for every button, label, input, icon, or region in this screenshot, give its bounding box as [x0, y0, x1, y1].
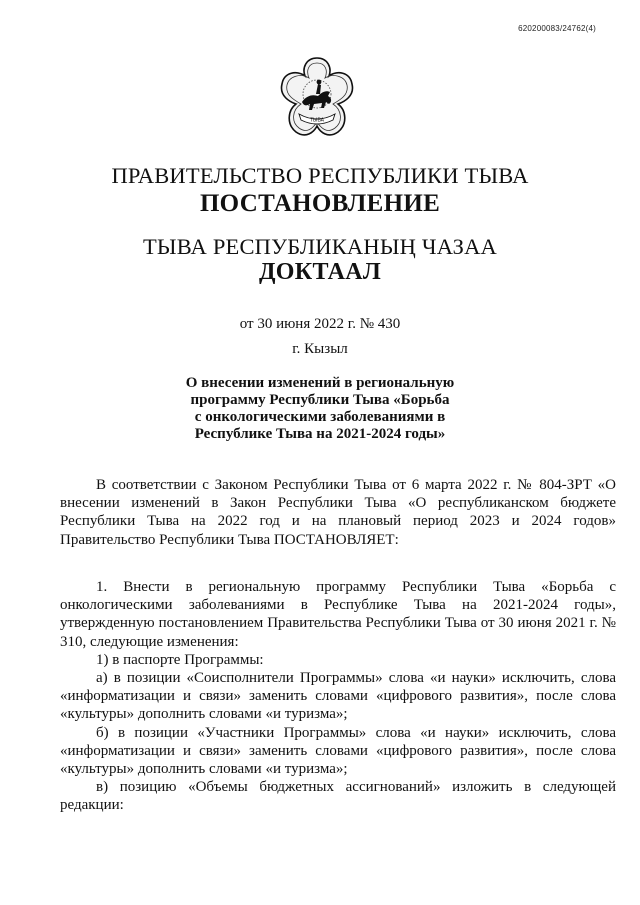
title-line: с онкологическими заболеваниями в [194, 409, 446, 425]
resolution-items [60, 578, 616, 815]
preamble [60, 476, 616, 549]
government-heading-tyvan: ТЫВА РЕСПУБЛИКАНЫҢ ЧАЗАА [142, 234, 498, 259]
item-1: 1. Внести в региональную программу Республики Тыва «Борьба с онкологическими заболеваниями в Республике Тыва на 2021-2024 годы», утвержденную постановлением Правительства Республики Тыва от 30 июня 2021 г. № 310, следующие изменения: [60, 579, 616, 650]
document-id: 620200083/24762(4) [518, 24, 596, 33]
item-a: а) в позиции «Соисполнители Программы» слова «и науки» исключить, слова «информатизации и связи» заменить словами «цифрового развития», после слова «культуры» дополнить словами «и туризма»; [60, 670, 616, 723]
document-title [0, 375, 640, 443]
preamble-text: В соответствии с Законом Республики Тыва от 6 марта 2022 г. № 804-ЗРТ «О внесении изменений в Закон Республики Тыва «О республиканском бюджете Республики Тыва на 2022 год и на плановый период 2023 и 2024 годов» Правительство Республики Тыва ПОСТАНОВЛЯЕТ: [60, 477, 616, 548]
emblem-ribbon-text: ТЫВА [310, 117, 324, 124]
government-heading: ПРАВИТЕЛЬСТВО РЕСПУБЛИКИ ТЫВА [111, 163, 529, 188]
city: г. Кызыл [292, 341, 348, 357]
tyva-emblem-icon [272, 54, 362, 142]
item-b: б) в позиции «Участники Программы» слова «и науки» исключить, слова «информатизации и связи» заменить словами «цифрового развития», после слова «культуры» дополнить словами «и туризма»; [60, 724, 616, 778]
date-number: от 30 июня 2022 г. № 430 [239, 316, 401, 332]
item-1-1: 1) в паспорте Программы: [96, 651, 264, 668]
title-line: программу Республики Тыва «Борьба [190, 392, 450, 408]
title-line: О внесении изменений в региональную [185, 375, 455, 391]
resolution-heading-tyvan: ДОКТААЛ [258, 259, 382, 285]
title-line: Республике Тыва на 2021-2024 годы» [194, 426, 446, 442]
item-v: в) позицию «Объемы бюджетных ассигнований» изложить в следующей редакции: [60, 779, 616, 814]
resolution-heading: ПОСТАНОВЛЕНИЕ [199, 190, 441, 217]
